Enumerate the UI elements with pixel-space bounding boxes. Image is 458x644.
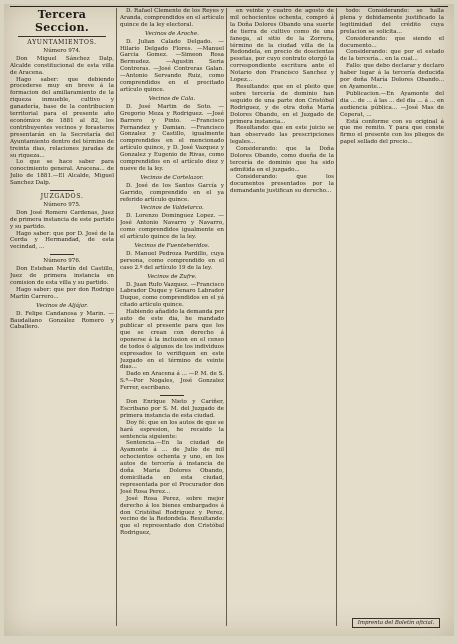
- notice-paragraph: Hago saber: que por D. José de la Cerda y Hermandad, de esta vecindad, ...: [10, 230, 114, 251]
- notice-paragraph: D. Manuel Pedroza Pardillo, cuya persona, como comprendido en el caso 2.º del artículo 19 de la ley.: [120, 250, 224, 271]
- notice-paragraph: Don Esteban Martín del Castillo, Juez de primera instancia en comision de esta villa y su partido.: [10, 266, 114, 286]
- subheading: Vecinos de Aroche.: [145, 30, 199, 37]
- separator-rule: [50, 190, 74, 191]
- notice-paragraph: D. José de los Santos García y Garrido, comprendido en el ya referido artículo quince.: [120, 182, 224, 203]
- column-4: [340, 8, 444, 626]
- column-divider: [336, 8, 337, 626]
- notice-paragraph: Don Miguel Sánchez Dalp, Alcalde constitucional de esta villa de Aracena.: [10, 55, 114, 76]
- notice-number: Número 974.: [43, 47, 81, 54]
- section-heading: AYUNTAMIENTOS.: [27, 39, 97, 46]
- notice-paragraph: Considerando: que siendo el documento...: [340, 35, 444, 49]
- column-divider: [226, 8, 227, 626]
- notice-paragraph: D. Juan Rufo Vazquez. —Francisco Labrador Duque y Genaro Labrador Duque, como comprendidos en el yá citado artículo quince.: [120, 281, 224, 309]
- notice-number: Número 976.: [43, 258, 81, 265]
- notice-paragraph: D. Lorenzo Dominguez Lopez. —José Antonio Navarro y Navarro, como comprendidos igualmente en el artículo quince de la ley.: [120, 213, 224, 241]
- notice-paragraph: Publicacion.—En Ayamonte del dia ... de ... á las ... del dia ... á ... en audiencia pública... —José Mas de Ceperat, ...: [340, 90, 444, 118]
- subheading: Vecinos de Cortelazor.: [140, 174, 204, 181]
- notice-paragraph: todo: Considerando: se halla plena y debidamente justificado la legitimidad del crédito cuya prelacion se solicita...: [340, 8, 444, 35]
- section-title: Tercera Seccion.: [34, 8, 90, 34]
- notice-paragraph: Don José Romero Cardenas, Juez de primera instancia de este partido y su partido.: [10, 209, 114, 230]
- separator-rule: [160, 395, 184, 396]
- notice-paragraph: José Rosa Perez, sobre mejor derecho á los bienes embargados á don Cristóbal Rodriguez y Perez, vecino de la Redondela. Resultando: que el representado don Cristóbal Rodriguez,: [120, 495, 224, 537]
- subheading: Vecinos de Fuenteheridos.: [134, 243, 210, 249]
- title-rule: [18, 36, 106, 37]
- notice-paragraph: Resultando: que en el pleito que sobre tercería de dominio han seguido de una parte don Cristóbal Rodriguez, y de otra doña María Dolores Obando, en el Juzgado de primera instancia...: [230, 83, 334, 125]
- notice-paragraph: Sentencia.—En la ciudad de Ayamonte á ... de Julio de mil ochocientos ochenta y uno, en los autos de tercería á instancia de doña María Dolores Obando, domiciliada en esta ciudad, representada por el Procurador don José Rosa Perez...: [120, 440, 224, 495]
- subheading: Vecinos de Aljájar.: [36, 302, 88, 309]
- notice-paragraph: Considerando: que los documentos presentados por la demandante justifican su derecho...: [230, 173, 334, 194]
- printer-imprint: Imprenta del Boletín oficial.: [352, 618, 440, 628]
- column-2: [120, 8, 224, 626]
- notice-paragraph: Hago saber: que por don Rodrigo Martin Carrero...: [10, 286, 114, 300]
- top-border-rule: [10, 6, 448, 7]
- notice-paragraph: en veinte y cuatro de agosto de mil ochocientos ochenta, compró á la Doña Dolores Obando una suerte de tierra de cultivo como de una fanega, al sitio de la Zorrera, término de la ciudad villa de la Redondela, en precio de doscientas pesetas, por cuyo contrato otorgó la correspondiente escritura ante el Notario don Francisco Sanchez y Lopez...: [230, 8, 334, 84]
- notice-paragraph: Fallo: que debo declarar y declaro haber lugar á la tercería deducida por doña María Dolores Obando... en Ayamonte...: [340, 63, 444, 90]
- gazette-page: [4, 4, 454, 636]
- notice-paragraph: D. Felipe Candanosa y Marin. —Baudaliano González Romero y Caballero.: [10, 310, 114, 331]
- notice-paragraph: Doy fé: que en los autos de que se hará espresion, he recaido la sentencia siguiente:: [120, 419, 224, 440]
- column-divider: [116, 8, 117, 626]
- subheading: Vecinos de Valdelarco.: [140, 205, 204, 212]
- notice-paragraph: Don Enrique Nieto y Cariñer, Escribano por S. M. del Juzgado de primera instancia de esta ciudad.: [120, 399, 224, 419]
- notice-paragraph: D. Julian Calado Delgado. —Hilario Delgado Flores. —Manuel Garcia Gomez. —Simeon Rosa Bermudez. —Agustin Seria Contreras. —José Contreras Galan. —Antonio Servando Ruiz, como comprendidos en el precitado artículo quince.: [120, 38, 224, 93]
- column-1: [10, 8, 114, 626]
- section-heading: JUZGADOS.: [40, 193, 84, 201]
- notice-paragraph: D. José Martin de Soto. —Gregorio Meza y Rodriguez. —José Barrero y Pinto. —Francisco Fernandez y Damian. —Francisco Gonzalez y Castillo, igualmente comprendidos en el mencionado artículo quince, y D. José Vazquez y Gonzalez y Eugenio de Rivas, como comprendidos en el artículo diez y nueve de la ley.: [120, 103, 224, 172]
- subheading: Vecinos de Cala.: [148, 95, 196, 102]
- notice-paragraph: Considerando: que la Doña Dolores Obando, como dueña de la tercería de dominio que ha sido admitida en el juzgado...: [230, 146, 334, 173]
- notice-paragraph: Dado en Aracena á ... —P. M. de S. S.ª—Por Nogales, José Gonzalez Ferrer, escribano.: [120, 371, 224, 392]
- notice-paragraph: Considerando: que por el estado de la tercería... en la cual...: [340, 49, 444, 63]
- notice-paragraph: Habiendo añadido la demanda por auto de este dia, he mandado publicar el presente para que los que se crean con derecho á oponerse á la inclusion en el censo de todos ó algunos de los individuos expresados lo verifiquen en este Juzgado en el término de veinte dias...: [120, 309, 224, 371]
- separator-rule: [50, 254, 74, 255]
- notice-paragraph: D. Rafael Clemente de los Reyes y Aranda, comprendidos en el artículo quince de la ley electoral.: [120, 8, 224, 28]
- notice-paragraph: Está conforme con su original á que me remito. Y para que conste firmo el presente con los pliegos de papel sellado del precio...: [340, 118, 444, 146]
- subheading: Vecinos de Zufre.: [147, 273, 197, 280]
- notice-number: Número 975.: [43, 201, 81, 208]
- notice-paragraph: Hago saber: que debiendo procederse muy en breve á la formacion del amillaramiento de la riqueza inmueble, cultivo y ganadería, base de la contribucion territorial para el presente año económico de 1881 al 82, los contribuyentes vecinos y forasteros presentarán en la Secretaría del Ayuntamiento dentro del término de treinta dias, relaciones juradas de su riqueza...: [10, 76, 114, 159]
- notice-paragraph: Lo que se hace saber para conocimiento general. Aracena... de Julio de 1881.—El Alcalde, Miguel Sanchez Dalp.: [10, 159, 114, 187]
- notice-paragraph: Resultando: que en este juicio se han observado las prescripciones legales...: [230, 125, 334, 146]
- column-3: [230, 8, 334, 626]
